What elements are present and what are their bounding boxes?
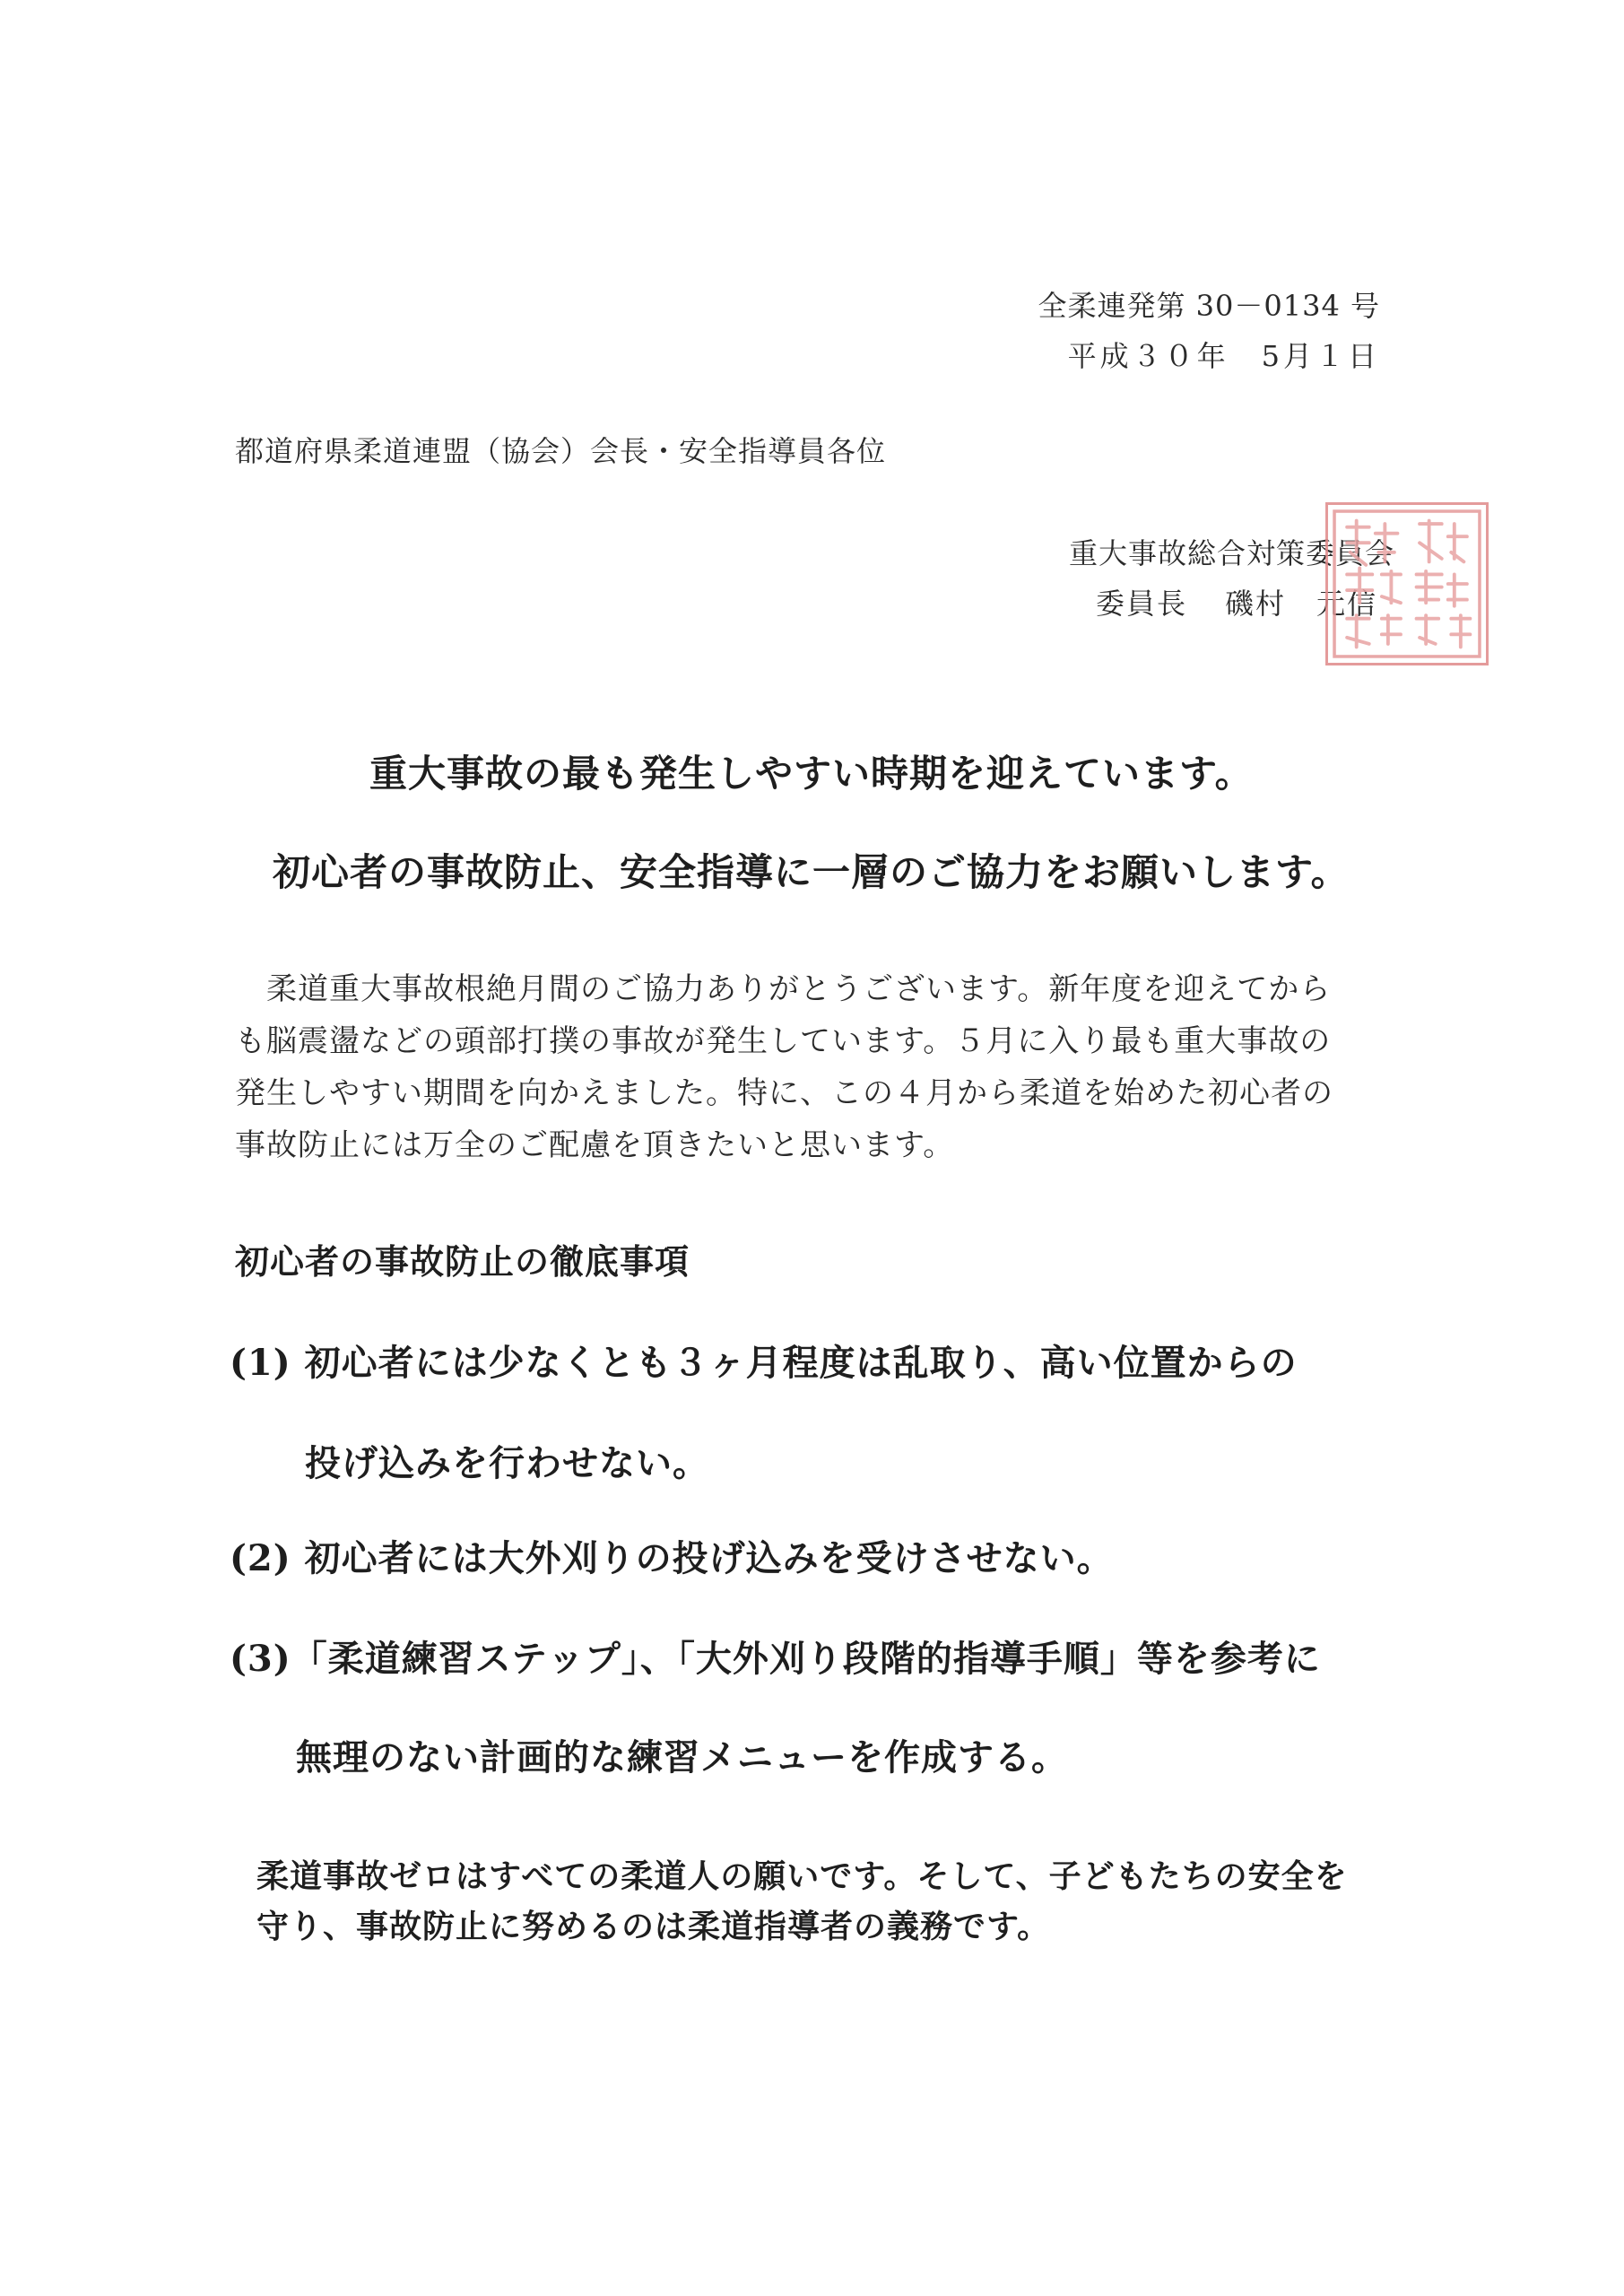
official-seal-stamp <box>1325 502 1489 665</box>
section-heading: 初心者の事故防止の徹底事項 <box>235 1241 690 1282</box>
list-item-3-line-2: 無理のない計画的な練習メニューを作成する。 <box>296 1736 1068 1779</box>
intro-line: も脳震盪などの頭部打撲の事故が発生しています。５月に入り最も重大事故の <box>235 1023 1332 1059</box>
list-item-3-line-1: (3)「柔道練習ステップ」、「大外刈り段階的指導手順」等を参考に <box>230 1638 1321 1680</box>
closing-line: 柔道事故ゼロはすべての柔道人の願いです。そして、子どもたちの安全を <box>256 1857 1348 1895</box>
sender-title: 委員長 <box>1096 587 1188 621</box>
intro-line: 事故防止には万全のご配慮を頂きたいと思います。 <box>235 1127 955 1163</box>
document-number: 全柔連発第 30－0134 号 <box>1038 289 1380 323</box>
sender-name: 磯村 元信 <box>1225 587 1378 621</box>
list-item-1-line-1: (1) 初心者には少なくとも３ヶ月程度は乱取り、高い位置からの <box>230 1342 1298 1384</box>
closing-line: 守り、事故防止に努めるのは柔道指導者の義務です。 <box>256 1908 1051 1945</box>
list-item-1-line-2: 投げ込みを行わせない。 <box>305 1442 709 1484</box>
list-item-2: (2) 初心者には大外刈りの投げ込みを受けさせない。 <box>230 1537 1114 1579</box>
intro-line: 柔道重大事故根絶月間のご協力ありがとうございます。新年度を迎えてから <box>235 971 1332 1007</box>
headline-primary: 重大事故の最も発生しやすい時期を迎えています。 <box>369 752 1254 796</box>
intro-line: 発生しやすい期間を向かえました。特に、この４月から柔道を始めた初心者の <box>235 1075 1333 1111</box>
intro-paragraph <box>235 963 1401 1171</box>
closing-paragraph <box>256 1851 1348 1952</box>
addressee: 都道府県柔道連盟（協会）会長・安全指導員各位 <box>235 434 887 468</box>
seal-pattern <box>1328 505 1486 663</box>
headline-secondary: 初心者の事故防止、安全指導に一層のご協力をお願いします。 <box>273 850 1350 894</box>
document-date: 平成３０年 5月１日 <box>1067 339 1380 373</box>
sender-organization: 重大事故総合対策委員会 <box>1069 536 1395 570</box>
